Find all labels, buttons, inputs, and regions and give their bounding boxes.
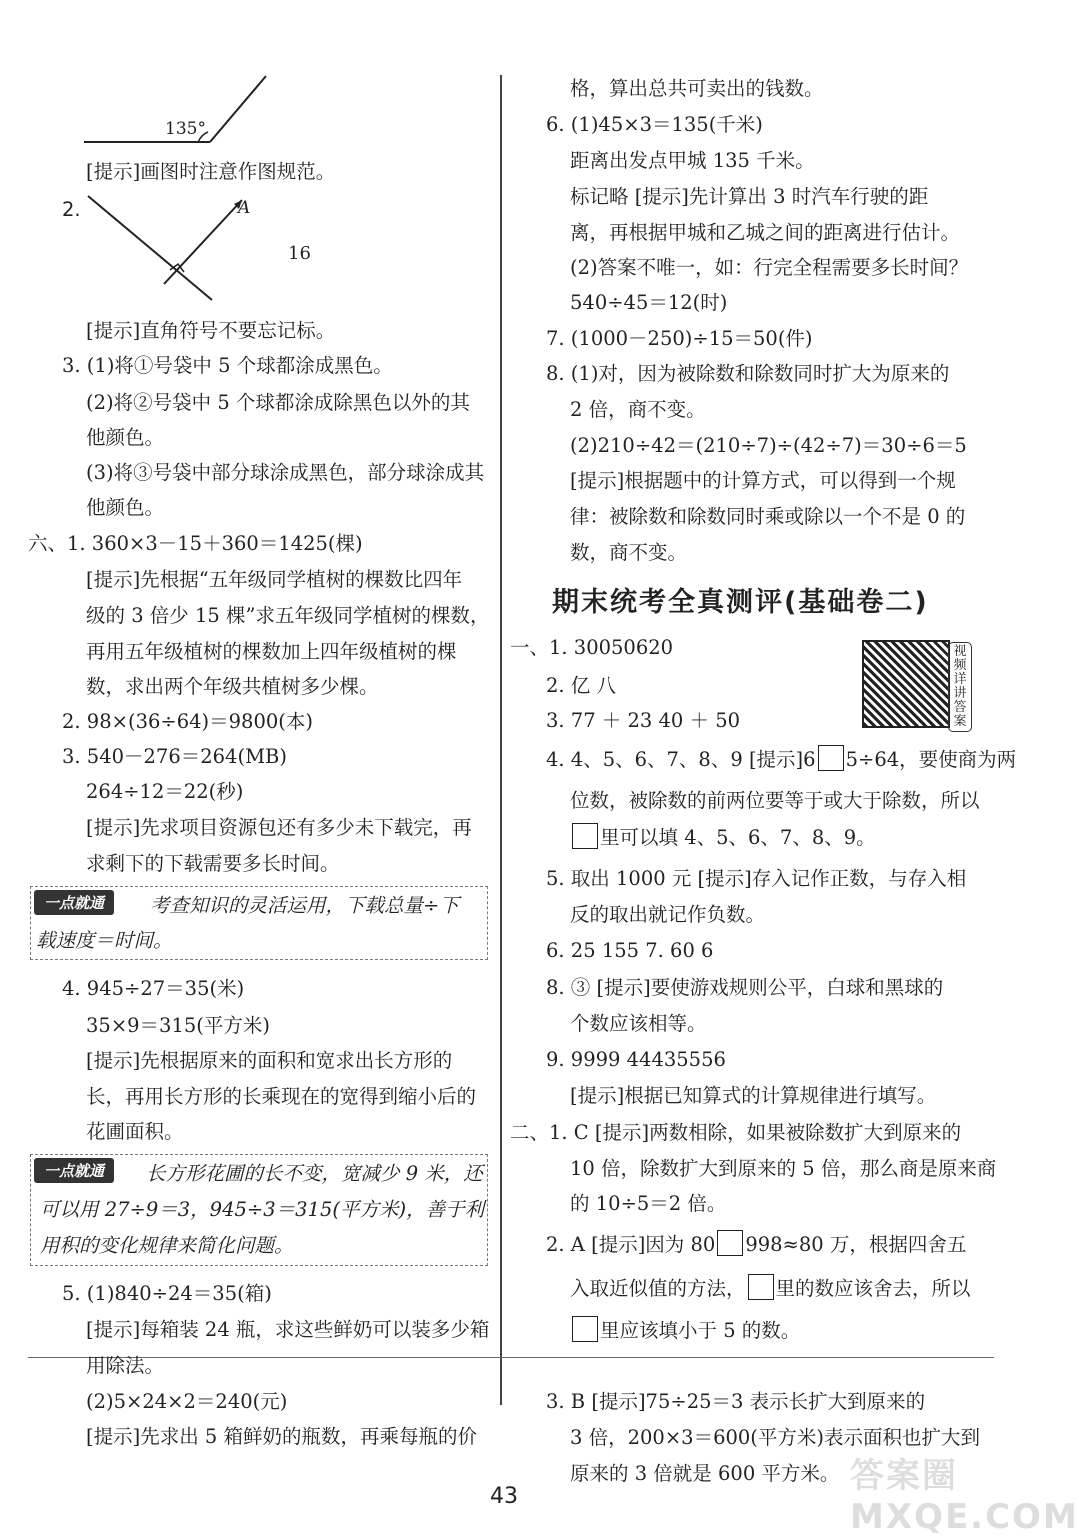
figure-number: 16 <box>288 243 311 264</box>
answer-line: 二、1. C [提示]两数相除，如果被除数扩大到原来的 <box>510 1121 962 1144</box>
point-label: A <box>238 198 251 218</box>
tip-badge: 一点就通 <box>34 890 114 915</box>
blank-box <box>717 1230 743 1256</box>
answer-line: 3. B [提示]75÷25＝3 表示长扩大到原来的 <box>546 1390 926 1413</box>
answer-line: 264÷12＝22(秒) <box>86 780 244 803</box>
blank-box <box>572 1316 598 1342</box>
answer-line: (2)210÷42＝(210÷7)÷(42÷7)＝30÷6＝5 <box>570 434 967 457</box>
tip-text: 长方形花圃的长不变，宽减少 9 米，还 <box>146 1162 483 1185</box>
answer-line: 个数应该相等。 <box>570 1012 707 1035</box>
hint-line: [提示]直角符号不要忘记标。 <box>86 319 336 342</box>
answer-line: 4. 945÷27＝35(米) <box>62 977 245 1000</box>
answer-line: 位数，被除数的前两位要等于或大于除数，所以 <box>570 789 980 812</box>
page-number: 43 <box>490 1484 518 1509</box>
hint-line: 标记略 [提示]先计算出 3 时汽车行驶的距 <box>570 185 929 208</box>
blank-box <box>818 745 844 771</box>
tip-text: 可以用 27÷9＝3，945÷3＝315(平方米)，善于利 <box>40 1198 485 1221</box>
answer-line: 8. (1)对，因为被除数和除数同时扩大为原来的 <box>546 362 950 385</box>
answer-line: (2)5×24×2＝240(元) <box>86 1390 288 1413</box>
hint-line: 数，商不变。 <box>570 541 688 564</box>
answer-line: 540÷45＝12(时) <box>570 291 728 314</box>
hint-line: 再用五年级植树的棵数加上四年级植树的棵 <box>86 640 457 663</box>
answer-text: 2. A [提示]因为 80 <box>546 1233 716 1256</box>
answer-line: (2)答案不唯一，如：行完全程需要多长时间？ <box>570 256 969 279</box>
answer-line: 35×9＝315(平方米) <box>86 1014 270 1037</box>
angle-label: 135° <box>165 119 206 139</box>
column-divider <box>500 75 502 1405</box>
answer-line: 3. (1)将①号袋中 5 个球都涂成黑色。 <box>62 354 393 377</box>
bottom-rule <box>28 1357 994 1358</box>
hint-line: [提示]每箱装 24 瓶，求这些鲜奶可以装多少箱 <box>86 1318 490 1341</box>
tip-text: 考查知识的灵活运用，下载总量÷下 <box>150 894 459 917</box>
hint-line: [提示]先根据原来的面积和宽求出长方形的 <box>86 1049 453 1072</box>
answer-line: 9. 9999 44435556 <box>546 1048 726 1071</box>
hint-line: 花圃面积。 <box>86 1120 184 1143</box>
answer-line: 格，算出总共可卖出的钱数。 <box>570 77 824 100</box>
hint-line: [提示]根据题中的计算方式，可以得到一个规 <box>570 469 956 492</box>
section-title: 期末统考全真测评(基础卷二) <box>552 587 929 618</box>
answer-line <box>546 745 1016 774</box>
blank-box <box>748 1274 774 1300</box>
answer-text: 入取近似值的方法， <box>570 1277 746 1300</box>
answer-line: 3. 77 ＋ 23 40 ＋ 50 <box>546 709 741 732</box>
answer-line: 距离出发点甲城 135 千米。 <box>570 149 815 172</box>
hint-line: 律：被除数和除数同时乘或除以一个不是 0 的 <box>570 505 966 528</box>
qr-code[interactable] <box>862 640 950 728</box>
tip-text: 载速度＝时间。 <box>36 929 173 952</box>
answer-line: 8. ③ [提示]要使游戏规则公平，白球和黑球的 <box>546 976 944 999</box>
watermark: 答案圈 MXQE.COM <box>850 1456 1079 1537</box>
blank-box <box>572 823 598 849</box>
hint-line: 数，求出两个年级共植树多少棵。 <box>86 675 379 698</box>
hint-line: 用除法。 <box>86 1354 165 1377</box>
answer-line: 6. (1)45×3＝135(千米) <box>546 113 763 136</box>
answer-line: 的 10÷5＝2 倍。 <box>570 1192 727 1215</box>
answer-line: 10 倍，除数扩大到原来的 5 倍，那么商是原来商 <box>570 1157 997 1180</box>
answer-text: 里应该填小于 5 的数。 <box>600 1319 801 1342</box>
answer-line: (2)将②号袋中 5 个球都涂成除黑色以外的其 <box>86 391 470 414</box>
hint-line: 长，再用长方形的长乘现在的宽得到缩小后的 <box>86 1085 477 1108</box>
hint-line: 求剩下的下载需要多长时间。 <box>86 852 340 875</box>
hint-line: [提示]先求项目资源包还有多少未下载完，再 <box>86 816 472 839</box>
hint-line: 离，再根据甲城和乙城之间的距离进行估计。 <box>570 221 961 244</box>
hint-line: [提示]画图时注意作图规范。 <box>86 160 336 183</box>
hint-line: [提示]先求出 5 箱鲜奶的瓶数，再乘每瓶的价 <box>86 1425 478 1448</box>
tip-text: 用积的变化规律来简化问题。 <box>40 1234 294 1257</box>
answer-line <box>546 1230 966 1259</box>
answer-line: 他颜色。 <box>86 496 165 519</box>
answer-text: 里的数应该舍去，所以 <box>775 1277 971 1300</box>
item-number: 2. <box>62 198 81 221</box>
answer-line: 5. (1)840÷24＝35(箱) <box>62 1282 272 1305</box>
answer-line <box>570 1274 971 1303</box>
hint-line: [提示]先根据“五年级同学植树的棵数比四年 <box>86 568 463 591</box>
answer-line: 2 倍，商不变。 <box>570 398 706 421</box>
answer-line: 原来的 3 倍就是 600 平方米。 <box>570 1462 840 1485</box>
hint-line: 级的 3 倍少 15 棵”求五年级同学植树的棵数， <box>86 604 490 627</box>
answer-text: 5÷64，要使商为两 <box>845 748 1017 771</box>
tip-badge: 一点就通 <box>34 1158 114 1183</box>
answer-line: 一、1. 30050620 <box>510 636 674 659</box>
hint-line: [提示]根据已知算式的计算规律进行填写。 <box>570 1084 937 1107</box>
qr-caption: 视频详讲答案 <box>948 642 972 732</box>
answer-line: 2. 亿 八 <box>546 674 617 697</box>
answer-line: 他颜色。 <box>86 426 165 449</box>
answer-line <box>570 823 876 852</box>
answer-line: (3)将③号袋中部分球涂成黑色，部分球涂成其 <box>86 461 485 484</box>
answer-text: 4. 4、5、6、7、8、9 [提示]6 <box>546 748 816 771</box>
answer-line: 3 倍，200×3＝600(平方米)表示面积也扩大到 <box>570 1426 981 1449</box>
answer-text: 里可以填 4、5、6、7、8、9。 <box>600 826 876 849</box>
answer-line: 6. 25 155 7. 60 6 <box>546 939 714 962</box>
answer-line: 5. 取出 1000 元 [提示]存入记作正数，与存入相 <box>546 867 967 890</box>
answer-line: 六、1. 360×3－15＋360＝1425(棵) <box>28 532 363 555</box>
answer-line: 3. 540－276＝264(MB) <box>62 745 287 768</box>
answer-line <box>570 1316 800 1345</box>
answer-line: 7. (1000－250)÷15＝50(件) <box>546 327 813 350</box>
answer-line: 反的取出就记作负数。 <box>570 903 766 926</box>
answer-text: 998≈80 万，根据四舍五 <box>745 1233 967 1256</box>
answer-line: 2. 98×(36÷64)＝9800(本) <box>62 710 313 733</box>
perpendicular-figure <box>84 192 264 307</box>
